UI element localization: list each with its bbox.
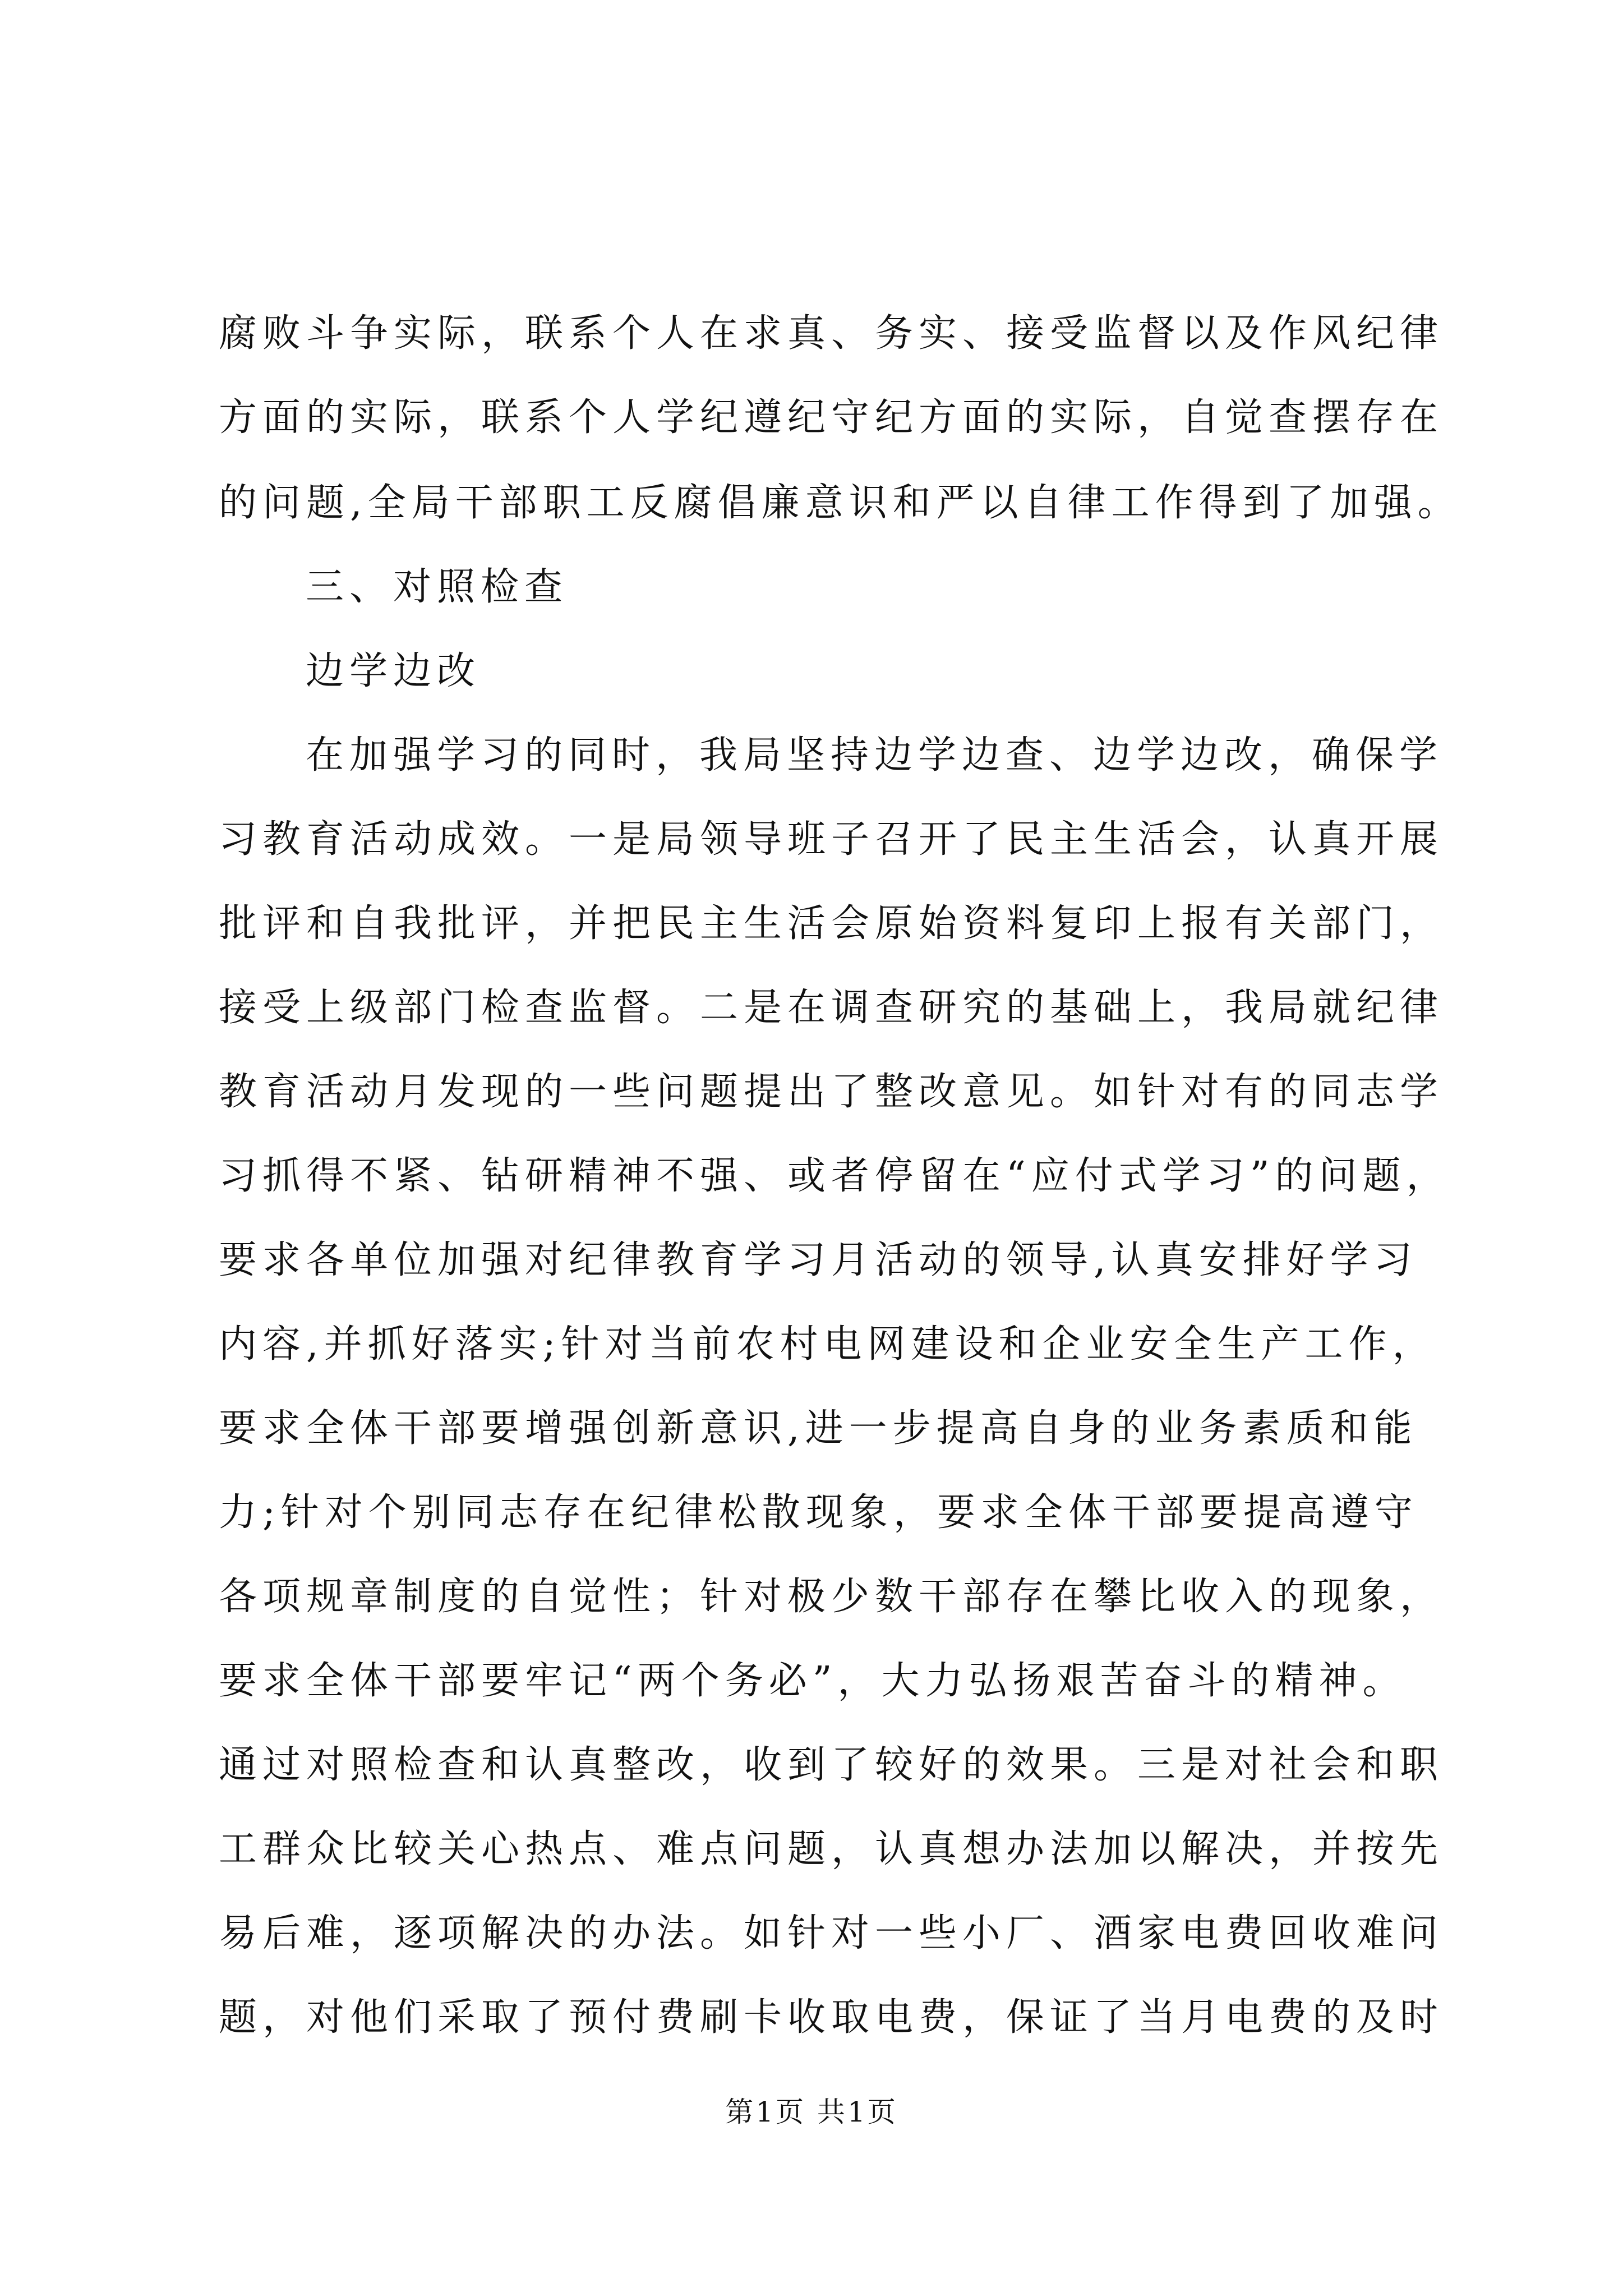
section-heading: 三、对照检查	[306, 565, 569, 609]
text-line-13: 内容,并抓好落实;针对当前农村电网建设和企业安全生产工作，	[219, 1322, 1436, 1366]
text-line-18: 通过对照检查和认真整改，收到了较好的效果。三是对社会和职	[219, 1743, 1444, 1787]
text-line-1: 腐败斗争实际，联系个人在求真、务实、接受监督以及作风纪律	[219, 311, 1444, 356]
text-line-21: 题，对他们采取了预付费刷卡收取电费，保证了当月电费的及时	[219, 1995, 1444, 2040]
text-line-11: 习抓得不紧、钻研精神不强、或者停留在“应付式学习”的问题，	[219, 1154, 1450, 1198]
text-line-7: 习教育活动成效。一是局领导班子召开了民主生活会，认真开展	[219, 817, 1444, 862]
text-line-6: 在加强学习的同时，我局坚持边学边查、边学边改，确保学	[306, 733, 1444, 777]
text-line-14: 要求全体干部要增强创新意识,进一步提高自身的业务素质和能	[219, 1406, 1418, 1451]
text-line-2: 方面的实际，联系个人学纪遵纪守纪方面的实际，自觉查摆存在	[219, 395, 1444, 440]
text-line-9: 接受上级部门检查监督。二是在调查研究的基础上，我局就纪律	[219, 986, 1444, 1030]
text-line-17: 要求全体干部要牢记“两个务必”，大力弘扬艰苦奋斗的精神。	[219, 1659, 1407, 1703]
text-line-19: 工群众比较关心热点、难点问题，认真想办法加以解决，并按先	[219, 1827, 1444, 1871]
text-line-15: 力;针对个别同志存在纪律松散现象，要求全体干部要提高遵守	[219, 1490, 1418, 1535]
text-line-8: 批评和自我批评，并把民主生活会原始资料复印上报有关部门，	[219, 901, 1444, 946]
text-line-12: 要求各单位加强对纪律教育学习月活动的领导,认真安排好学习	[219, 1238, 1418, 1282]
text-line-20: 易后难，逐项解决的办法。如针对一些小厂、酒家电费回收难问	[219, 1911, 1444, 1955]
page-number-footer: 第1页 共1页	[725, 2096, 898, 2128]
text-line-3: 的问题,全局干部职工反腐倡廉意识和严以自律工作得到了加强。	[219, 481, 1461, 525]
text-line-10: 教育活动月发现的一些问题提出了整改意见。如针对有的同志学	[219, 1070, 1444, 1114]
text-line-16: 各项规章制度的自觉性；针对极少数干部存在攀比收入的现象，	[219, 1575, 1444, 1619]
subsection-heading: 边学边改	[306, 649, 481, 693]
